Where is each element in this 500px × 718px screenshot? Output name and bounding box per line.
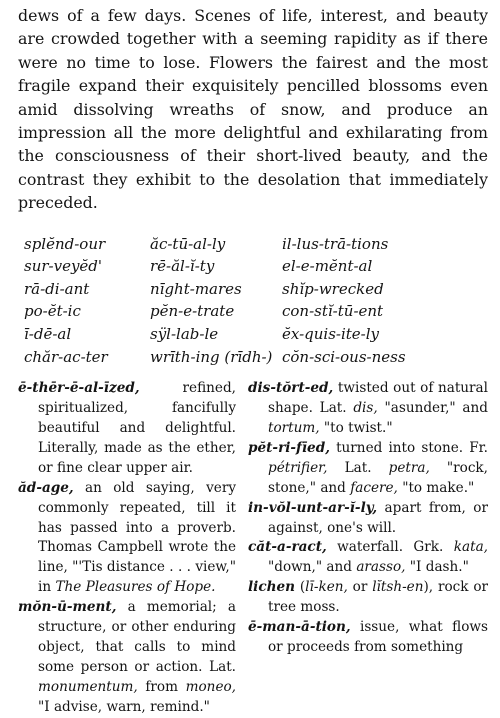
spelling-word: con-stĭ-tū-ent [282, 302, 384, 321]
glossary-definition-text: "I advise, warn, remind." [38, 698, 210, 715]
glossary-definition-text: twisted out of natural shape. Lat. [268, 380, 488, 417]
glossary-definition-text: turned into stone. Fr. [329, 439, 488, 456]
spelling-word: rē-ăl-ĭ-ty [150, 257, 215, 276]
spelling-word: rā-di-ant [24, 279, 90, 298]
glossary-term: dis, [353, 400, 378, 417]
glossary-column-left [18, 379, 236, 717]
glossary-entry [248, 538, 488, 578]
spelling-word: il-lus-trā-tions [282, 234, 389, 253]
glossary-definition-text: "to make." [397, 479, 475, 496]
glossary-entry [248, 578, 488, 618]
glossary-headword: in-vŏl-unt-ar-ĭ-ly, [248, 499, 378, 516]
glossary-headword: dis-tŏrt-ed, [248, 380, 334, 397]
glossary-definition-text: "down," and [268, 559, 357, 576]
glossary-definition-text: "I dash." [405, 559, 469, 576]
spelling-word: el-e-mĕnt-al [282, 257, 373, 276]
glossary-definition-text: refined, spiritualized, fancifully beautiful and delightful. Literally, made as the ether, or fine clear upper air. [38, 380, 236, 476]
spelling-word: nīght-mares [150, 279, 242, 298]
glossary-headword: ē-man-ā-tion, [248, 619, 351, 636]
glossary-entry [18, 598, 236, 717]
glossary-headword: mŏn-ū-ment, [18, 599, 117, 616]
glossary-entry [18, 479, 236, 598]
spelling-word: sÿl-lab-le [150, 325, 219, 344]
glossary-headword: lichen [248, 579, 296, 596]
glossary-term: moneo, [185, 678, 236, 695]
spelling-word: chăr-ac-ter [24, 347, 108, 366]
glossary-definition-text: from [137, 678, 186, 695]
spelling-word-list [24, 233, 488, 369]
glossary-column-right [248, 379, 488, 717]
spelling-word: pĕn-e-trate [150, 302, 235, 321]
glossary-term: petra, [388, 459, 430, 476]
glossary-definition-text: Lat. [327, 459, 389, 476]
glossary-entry [18, 379, 236, 479]
glossary-term: arasso, [356, 559, 406, 576]
spelling-word: ăc-tū-al-ly [150, 234, 226, 253]
spelling-word: ī-dē-al [24, 325, 72, 344]
body-paragraph: dews of a few days. Scenes of life, interest, and beauty are crowded together with a seeming rapidity as if there were no time to lose. Flowers the fairest and the most fragile expand their exquisitely pencilled blossoms even amid dissolving wreaths of snow, and produce an impression all the more delightful and exhilarating from the consciousness of their short-lived beauty, and the contrast they exhibit to the desolation that immediately preceded. [18, 6, 488, 213]
spelling-word: sur-veyĕd' [24, 257, 103, 276]
glossary-term: lī-ken, [305, 579, 348, 596]
glossary-term: tortum, [268, 420, 320, 437]
glossary-definition-text: "to twist." [319, 420, 393, 437]
spelling-word: po-ĕt-ic [24, 302, 81, 321]
glossary-entry [248, 439, 488, 499]
glossary-entry [248, 618, 488, 658]
glossary-definition-text: "rock, stone," and [268, 459, 488, 496]
glossary-entry [248, 379, 488, 439]
glossary-definition-text: or [347, 579, 373, 596]
glossary-definition-text: an old saying, very commonly repeated, till it has passed into a proverb. Thomas Campbell wrote the line, "'Tis distance . . . view," in [38, 479, 236, 596]
spelling-word: splĕnd-our [24, 234, 106, 253]
glossary-definition-text: "asunder," and [377, 400, 488, 417]
glossary-term: The Pleasures of Hope. [55, 579, 216, 596]
glossary-definition-text: waterfall. Grk. [326, 539, 454, 556]
glossary-term: facere, [350, 479, 398, 496]
glossary-definition-text: apart from, or against, one's will. [268, 499, 488, 536]
glossary-term: kata, [453, 539, 488, 556]
spelling-word: wrīth-ing (rīdh-) [150, 347, 273, 366]
spelling-word: shĭp-wrecked [282, 279, 384, 298]
book-page [18, 4, 488, 718]
glossary-definition-text: ( [295, 579, 306, 596]
glossary-headword: pĕt-ri-fīed, [248, 439, 330, 456]
glossary-term: pétrifier, [268, 459, 328, 476]
glossary-term: lĭtsh-en [372, 579, 424, 596]
glossary-headword: ē-thēr-ē-al-īzed, [18, 380, 140, 397]
glossary-term: monumentum, [38, 678, 138, 695]
glossary-definition-text: ), rock or tree moss. [268, 579, 488, 616]
glossary-entry [248, 499, 488, 539]
spelling-word: cŏn-sci-ous-ness [282, 347, 406, 366]
glossary-definition-text: a memorial; a structure, or other enduring object, that calls to mind some person or action. Lat. [38, 599, 236, 675]
glossary-headword: căt-a-ract, [248, 539, 327, 556]
spelling-word: ĕx-quis-ite-ly [282, 325, 380, 344]
glossary [18, 379, 488, 717]
glossary-definition-text: issue, what flows or proceeds from something [268, 619, 488, 655]
glossary-headword: ăd-age, [18, 479, 74, 496]
